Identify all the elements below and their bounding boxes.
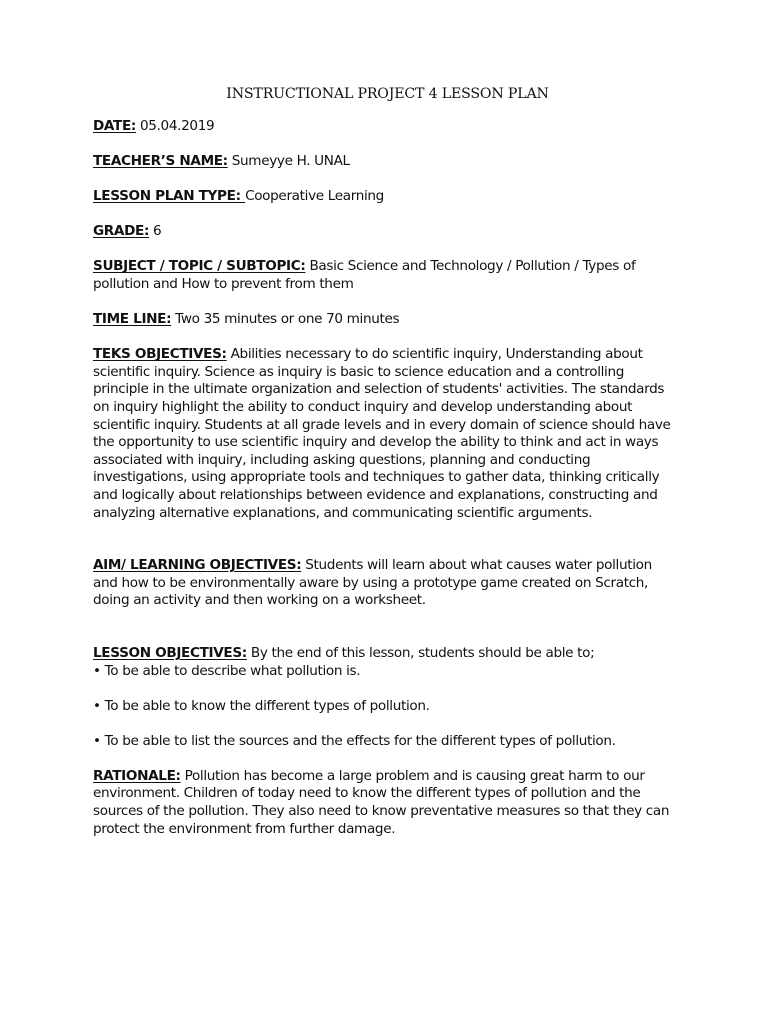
date-value: 05.04.2019 [136, 118, 215, 135]
subject-field [93, 258, 678, 293]
lesson-objectives-label: LESSON OBJECTIVES: [93, 644, 247, 661]
list-item: • To be able to know the different types of pollution. [93, 697, 430, 714]
timeline-label: TIME LINE: [93, 311, 172, 328]
list-item: • To be able to describe what pollution is. [93, 662, 361, 679]
plan-type-field [93, 188, 678, 206]
rationale-label: RATIONALE: [93, 767, 181, 784]
lesson-plan-page [93, 86, 678, 856]
teacher-value: Sumeyye H. UNAL [227, 153, 350, 170]
teks-text: Abilities necessary to do scientific inquiry, Understanding about scientific inquiry. Science as inquiry is basic to science education and a controlling principle in the ultimate organization and selection of students' activities. The standards on inquiry highlight the ability to conduct inquiry and develop understanding about scientific inquiry. Students at all grade levels and in every domain of science should have the opportunity to use scientific inquiry and develop the ability to think and act in ways associated with inquiry, including asking questions, planning and conducting investigations, using appropriate tools and techniques to gather data, thinking critically and logically about relationships between evidence and explanations, constructing and analyzing alternative explanations, and communicating scientific arguments. [93, 346, 671, 521]
aim-section [93, 557, 678, 610]
teacher-field [93, 153, 678, 171]
plan-type-value: Cooperative Learning [245, 188, 384, 205]
list-item: • To be able to list the sources and the effects for the different types of pollution. [93, 732, 616, 749]
lesson-objectives-text: By the end of this lesson, students should be able to; [246, 644, 595, 661]
aim-text: Students will learn about what causes water pollution and how to be environmentally aware by using a prototype game created on Scratch, doing an activity and then working on a worksheet. [93, 557, 652, 609]
date-label: DATE: [93, 118, 136, 135]
timeline-value: Two 35 minutes or one 70 minutes [171, 311, 400, 328]
teks-objectives-section [93, 346, 678, 522]
teacher-label: TEACHER’S NAME: [93, 153, 228, 170]
rationale-text: Pollution has become a large problem and is causing great harm to our environment. Children of today need to know the different types of pollution and the sources of the pollution. They also need to know preventative measures so that they can protect the environment from further damage. [93, 767, 670, 837]
lesson-objectives-intro [93, 645, 678, 663]
timeline-field [93, 311, 678, 329]
date-field [93, 118, 678, 136]
grade-field [93, 223, 678, 241]
teks-label: TEKS OBJECTIVES: [93, 346, 227, 363]
subject-value: Basic Science and Technology / Pollution / Types of pollution and How to prevent from them [93, 258, 636, 293]
grade-value: 6 [149, 223, 162, 240]
plan-type-label: LESSON PLAN TYPE: [93, 188, 246, 205]
grade-label: GRADE: [93, 223, 150, 240]
subject-label: SUBJECT / TOPIC / SUBTOPIC: [93, 258, 306, 275]
aim-label: AIM/ LEARNING OBJECTIVES: [93, 557, 302, 574]
lesson-objectives-section [93, 645, 678, 750]
page-title: INSTRUCTIONAL PROJECT 4 LESSON PLAN [226, 86, 549, 102]
rationale-section [93, 768, 678, 838]
